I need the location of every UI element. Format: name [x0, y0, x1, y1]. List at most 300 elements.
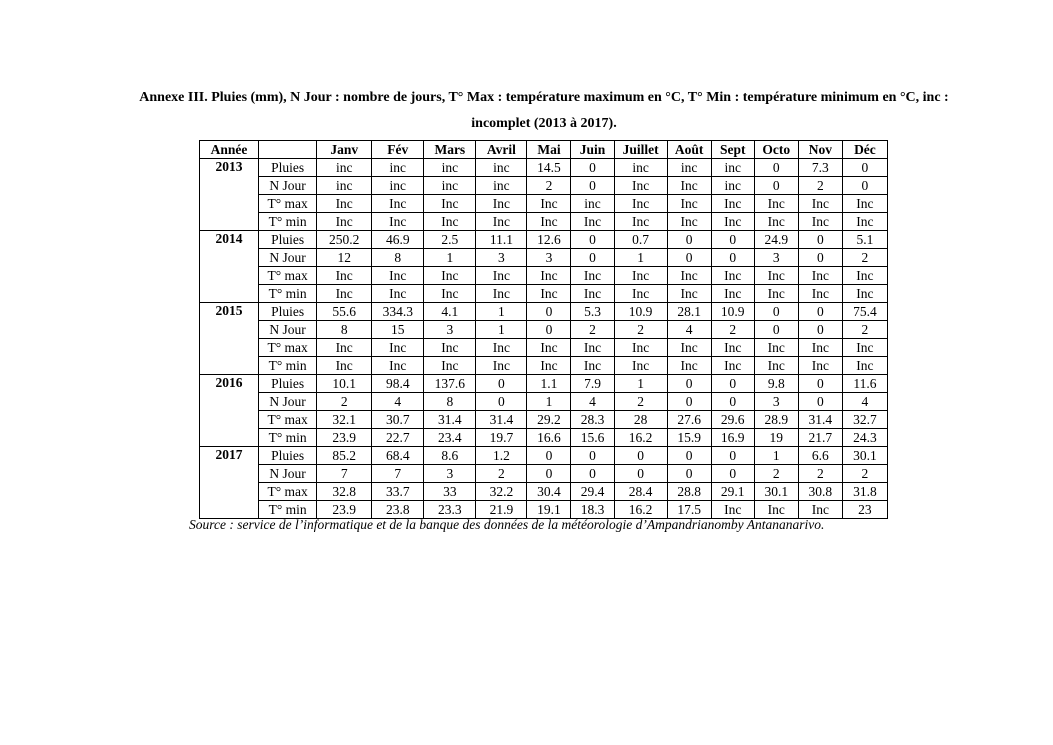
- header-row: [200, 141, 888, 159]
- value-cell: 3: [754, 393, 798, 411]
- value-cell: 2: [842, 465, 887, 483]
- value-cell: 2: [614, 393, 667, 411]
- value-cell: 4: [372, 393, 424, 411]
- value-cell: 0: [798, 321, 842, 339]
- row-label: T° min: [259, 429, 317, 447]
- value-cell: 21.9: [476, 501, 527, 519]
- table-body: [200, 159, 888, 519]
- value-cell: 3: [424, 465, 476, 483]
- value-cell: 29.6: [711, 411, 754, 429]
- value-cell: 31.8: [842, 483, 887, 501]
- value-cell: Inc: [711, 267, 754, 285]
- table-row: [200, 375, 888, 393]
- value-cell: Inc: [476, 339, 527, 357]
- value-cell: Inc: [476, 267, 527, 285]
- value-cell: 1: [476, 321, 527, 339]
- value-cell: 33.7: [372, 483, 424, 501]
- value-cell: Inc: [798, 213, 842, 231]
- value-cell: inc: [476, 177, 527, 195]
- value-cell: 1.1: [527, 375, 571, 393]
- row-label: T° min: [259, 285, 317, 303]
- value-cell: 0: [667, 249, 711, 267]
- column-header: Octo: [754, 141, 798, 159]
- table-row: [200, 465, 888, 483]
- value-cell: Inc: [476, 213, 527, 231]
- value-cell: 4.1: [424, 303, 476, 321]
- value-cell: 31.4: [798, 411, 842, 429]
- row-label: T° max: [259, 411, 317, 429]
- value-cell: 0: [711, 465, 754, 483]
- value-cell: Inc: [372, 357, 424, 375]
- value-cell: 55.6: [317, 303, 372, 321]
- row-label: N Jour: [259, 321, 317, 339]
- value-cell: Inc: [317, 357, 372, 375]
- value-cell: 28.8: [667, 483, 711, 501]
- value-cell: 8: [372, 249, 424, 267]
- year-cell: 2015: [200, 303, 259, 375]
- table-row: [200, 429, 888, 447]
- table-title-line-1: Annexe III. Pluies (mm), N Jour : nombre de jours, T° Max : température maximum en °C, T° Min : température minimum en °C, inc :: [139, 90, 949, 105]
- value-cell: inc: [424, 159, 476, 177]
- value-cell: Inc: [754, 195, 798, 213]
- value-cell: 0: [571, 231, 614, 249]
- value-cell: 30.1: [754, 483, 798, 501]
- value-cell: inc: [372, 159, 424, 177]
- table-row: [200, 177, 888, 195]
- value-cell: 0: [571, 447, 614, 465]
- value-cell: Inc: [754, 501, 798, 519]
- value-cell: 32.7: [842, 411, 887, 429]
- row-label: Pluies: [259, 447, 317, 465]
- year-cell: 2014: [200, 231, 259, 303]
- value-cell: 31.4: [476, 411, 527, 429]
- value-cell: 0: [667, 231, 711, 249]
- value-cell: Inc: [842, 195, 887, 213]
- value-cell: 8: [424, 393, 476, 411]
- value-cell: Inc: [754, 285, 798, 303]
- value-cell: 19: [754, 429, 798, 447]
- value-cell: 0: [667, 393, 711, 411]
- value-cell: Inc: [424, 195, 476, 213]
- value-cell: Inc: [424, 267, 476, 285]
- value-cell: 2: [798, 177, 842, 195]
- value-cell: Inc: [798, 501, 842, 519]
- column-header: Juillet: [614, 141, 667, 159]
- value-cell: 0: [571, 465, 614, 483]
- value-cell: 19.7: [476, 429, 527, 447]
- column-header: Déc: [842, 141, 887, 159]
- value-cell: 7: [317, 465, 372, 483]
- value-cell: Inc: [317, 195, 372, 213]
- value-cell: 16.6: [527, 429, 571, 447]
- value-cell: 16.9: [711, 429, 754, 447]
- column-header: Août: [667, 141, 711, 159]
- value-cell: 4: [571, 393, 614, 411]
- column-header: Juin: [571, 141, 614, 159]
- table-row: [200, 447, 888, 465]
- value-cell: Inc: [667, 267, 711, 285]
- table-row: [200, 195, 888, 213]
- source-note: Source : service de l’informatique et de la banque des données de la météorologie d’Ampandrianomby Antananarivo.: [189, 517, 825, 532]
- value-cell: 1: [614, 375, 667, 393]
- row-label: N Jour: [259, 393, 317, 411]
- value-cell: 15.6: [571, 429, 614, 447]
- table-row: [200, 321, 888, 339]
- value-cell: 5.3: [571, 303, 614, 321]
- value-cell: Inc: [711, 213, 754, 231]
- value-cell: 11.6: [842, 375, 887, 393]
- value-cell: Inc: [754, 339, 798, 357]
- value-cell: Inc: [842, 285, 887, 303]
- value-cell: 27.6: [667, 411, 711, 429]
- value-cell: Inc: [476, 195, 527, 213]
- value-cell: Inc: [798, 339, 842, 357]
- value-cell: 31.4: [424, 411, 476, 429]
- value-cell: Inc: [754, 357, 798, 375]
- value-cell: 0: [527, 321, 571, 339]
- table-row: [200, 393, 888, 411]
- table-row: [200, 285, 888, 303]
- value-cell: Inc: [711, 285, 754, 303]
- table-row: [200, 411, 888, 429]
- value-cell: 0: [754, 177, 798, 195]
- value-cell: Inc: [317, 267, 372, 285]
- value-cell: inc: [614, 159, 667, 177]
- value-cell: Inc: [667, 213, 711, 231]
- value-cell: 0.7: [614, 231, 667, 249]
- row-label: T° min: [259, 213, 317, 231]
- column-header: Sept: [711, 141, 754, 159]
- value-cell: 0: [571, 249, 614, 267]
- value-cell: 0: [711, 393, 754, 411]
- value-cell: Inc: [571, 339, 614, 357]
- value-cell: 0: [711, 375, 754, 393]
- row-label: T° min: [259, 501, 317, 519]
- value-cell: Inc: [711, 339, 754, 357]
- value-cell: Inc: [424, 357, 476, 375]
- value-cell: 0: [798, 375, 842, 393]
- value-cell: Inc: [424, 339, 476, 357]
- value-cell: 23.3: [424, 501, 476, 519]
- value-cell: Inc: [842, 213, 887, 231]
- value-cell: 17.5: [667, 501, 711, 519]
- value-cell: 0: [842, 159, 887, 177]
- value-cell: Inc: [614, 195, 667, 213]
- value-cell: 10.9: [711, 303, 754, 321]
- row-label: T° max: [259, 339, 317, 357]
- value-cell: 46.9: [372, 231, 424, 249]
- value-cell: 2: [754, 465, 798, 483]
- value-cell: 0: [571, 177, 614, 195]
- value-cell: Inc: [372, 213, 424, 231]
- value-cell: inc: [711, 159, 754, 177]
- value-cell: 24.9: [754, 231, 798, 249]
- row-label: N Jour: [259, 465, 317, 483]
- value-cell: Inc: [798, 267, 842, 285]
- value-cell: 0: [798, 249, 842, 267]
- value-cell: 23: [842, 501, 887, 519]
- value-cell: 7.3: [798, 159, 842, 177]
- value-cell: Inc: [424, 285, 476, 303]
- value-cell: Inc: [372, 267, 424, 285]
- year-cell: 2016: [200, 375, 259, 447]
- value-cell: Inc: [667, 339, 711, 357]
- value-cell: Inc: [667, 357, 711, 375]
- value-cell: 28.4: [614, 483, 667, 501]
- value-cell: 16.2: [614, 501, 667, 519]
- value-cell: Inc: [317, 285, 372, 303]
- year-cell: 2017: [200, 447, 259, 519]
- value-cell: Inc: [711, 357, 754, 375]
- value-cell: 8: [317, 321, 372, 339]
- row-label: Pluies: [259, 159, 317, 177]
- value-cell: Inc: [614, 285, 667, 303]
- value-cell: 22.7: [372, 429, 424, 447]
- value-cell: 85.2: [317, 447, 372, 465]
- value-cell: 8.6: [424, 447, 476, 465]
- value-cell: 29.1: [711, 483, 754, 501]
- value-cell: Inc: [754, 213, 798, 231]
- value-cell: Inc: [667, 177, 711, 195]
- value-cell: 3: [476, 249, 527, 267]
- value-cell: 18.3: [571, 501, 614, 519]
- value-cell: 9.8: [754, 375, 798, 393]
- value-cell: 2: [571, 321, 614, 339]
- value-cell: 0: [754, 159, 798, 177]
- row-label: Pluies: [259, 303, 317, 321]
- value-cell: 250.2: [317, 231, 372, 249]
- value-cell: Inc: [527, 357, 571, 375]
- value-cell: Inc: [571, 285, 614, 303]
- value-cell: inc: [424, 177, 476, 195]
- value-cell: 21.7: [798, 429, 842, 447]
- value-cell: 1: [527, 393, 571, 411]
- column-header: Mars: [424, 141, 476, 159]
- value-cell: Inc: [754, 267, 798, 285]
- value-cell: 11.1: [476, 231, 527, 249]
- value-cell: Inc: [527, 285, 571, 303]
- value-cell: inc: [711, 177, 754, 195]
- value-cell: Inc: [527, 339, 571, 357]
- value-cell: 2: [711, 321, 754, 339]
- row-label: Pluies: [259, 375, 317, 393]
- table-row: [200, 357, 888, 375]
- value-cell: Inc: [842, 267, 887, 285]
- value-cell: Inc: [476, 357, 527, 375]
- value-cell: Inc: [317, 213, 372, 231]
- value-cell: Inc: [667, 195, 711, 213]
- value-cell: 0: [476, 393, 527, 411]
- column-header: [259, 141, 317, 159]
- value-cell: 23.8: [372, 501, 424, 519]
- value-cell: Inc: [711, 501, 754, 519]
- value-cell: 3: [527, 249, 571, 267]
- table-title-line-2: incomplet (2013 à 2017).: [471, 116, 617, 131]
- value-cell: inc: [476, 159, 527, 177]
- value-cell: 14.5: [527, 159, 571, 177]
- value-cell: 29.4: [571, 483, 614, 501]
- value-cell: 30.4: [527, 483, 571, 501]
- value-cell: 2.5: [424, 231, 476, 249]
- value-cell: 33: [424, 483, 476, 501]
- value-cell: 68.4: [372, 447, 424, 465]
- value-cell: 0: [798, 393, 842, 411]
- value-cell: 0: [754, 303, 798, 321]
- value-cell: Inc: [614, 339, 667, 357]
- value-cell: 7: [372, 465, 424, 483]
- value-cell: Inc: [571, 213, 614, 231]
- value-cell: 3: [424, 321, 476, 339]
- value-cell: inc: [571, 195, 614, 213]
- value-cell: 12: [317, 249, 372, 267]
- row-label: T° max: [259, 483, 317, 501]
- value-cell: 1: [754, 447, 798, 465]
- value-cell: 23.4: [424, 429, 476, 447]
- value-cell: Inc: [711, 195, 754, 213]
- value-cell: 0: [842, 177, 887, 195]
- column-header: Mai: [527, 141, 571, 159]
- value-cell: 2: [317, 393, 372, 411]
- table-row: [200, 249, 888, 267]
- value-cell: 10.9: [614, 303, 667, 321]
- value-cell: Inc: [476, 285, 527, 303]
- row-label: T° max: [259, 195, 317, 213]
- value-cell: 4: [842, 393, 887, 411]
- value-cell: 2: [614, 321, 667, 339]
- table-row: [200, 483, 888, 501]
- value-cell: Inc: [614, 177, 667, 195]
- climate-table: [199, 140, 888, 519]
- value-cell: inc: [667, 159, 711, 177]
- value-cell: 1: [424, 249, 476, 267]
- value-cell: Inc: [372, 339, 424, 357]
- value-cell: Inc: [798, 357, 842, 375]
- value-cell: Inc: [842, 339, 887, 357]
- value-cell: 0: [798, 303, 842, 321]
- value-cell: 3: [754, 249, 798, 267]
- value-cell: 15: [372, 321, 424, 339]
- value-cell: 0: [527, 465, 571, 483]
- value-cell: 0: [614, 465, 667, 483]
- value-cell: 32.8: [317, 483, 372, 501]
- value-cell: 2: [476, 465, 527, 483]
- value-cell: Inc: [317, 339, 372, 357]
- value-cell: 1: [476, 303, 527, 321]
- value-cell: 23.9: [317, 501, 372, 519]
- value-cell: 1.2: [476, 447, 527, 465]
- row-label: Pluies: [259, 231, 317, 249]
- value-cell: 29.2: [527, 411, 571, 429]
- value-cell: 2: [842, 249, 887, 267]
- value-cell: 2: [527, 177, 571, 195]
- value-cell: 0: [711, 231, 754, 249]
- value-cell: Inc: [614, 357, 667, 375]
- value-cell: 5.1: [842, 231, 887, 249]
- value-cell: 30.8: [798, 483, 842, 501]
- value-cell: Inc: [798, 285, 842, 303]
- value-cell: Inc: [798, 195, 842, 213]
- value-cell: Inc: [424, 213, 476, 231]
- value-cell: inc: [317, 177, 372, 195]
- value-cell: 15.9: [667, 429, 711, 447]
- row-label: T° max: [259, 267, 317, 285]
- value-cell: Inc: [372, 195, 424, 213]
- value-cell: 10.1: [317, 375, 372, 393]
- value-cell: 6.6: [798, 447, 842, 465]
- value-cell: 137.6: [424, 375, 476, 393]
- value-cell: 16.2: [614, 429, 667, 447]
- value-cell: 28.1: [667, 303, 711, 321]
- table-row: [200, 213, 888, 231]
- value-cell: 28.3: [571, 411, 614, 429]
- value-cell: 7.9: [571, 375, 614, 393]
- value-cell: 0: [798, 231, 842, 249]
- value-cell: Inc: [571, 267, 614, 285]
- value-cell: Inc: [527, 213, 571, 231]
- value-cell: 0: [614, 447, 667, 465]
- value-cell: 12.6: [527, 231, 571, 249]
- value-cell: 28.9: [754, 411, 798, 429]
- table-row: [200, 231, 888, 249]
- value-cell: 23.9: [317, 429, 372, 447]
- value-cell: 30.7: [372, 411, 424, 429]
- value-cell: 1: [614, 249, 667, 267]
- table-row: [200, 501, 888, 519]
- value-cell: 32.2: [476, 483, 527, 501]
- value-cell: Inc: [527, 267, 571, 285]
- value-cell: inc: [317, 159, 372, 177]
- value-cell: 32.1: [317, 411, 372, 429]
- value-cell: 24.3: [842, 429, 887, 447]
- row-label: T° min: [259, 357, 317, 375]
- value-cell: Inc: [614, 267, 667, 285]
- value-cell: Inc: [842, 357, 887, 375]
- value-cell: 0: [527, 447, 571, 465]
- value-cell: Inc: [667, 285, 711, 303]
- value-cell: 0: [667, 465, 711, 483]
- value-cell: inc: [372, 177, 424, 195]
- value-cell: 4: [667, 321, 711, 339]
- year-cell: 2013: [200, 159, 259, 231]
- column-header: Avril: [476, 141, 527, 159]
- table-row: [200, 303, 888, 321]
- value-cell: 30.1: [842, 447, 887, 465]
- column-header: Janv: [317, 141, 372, 159]
- column-header: Année: [200, 141, 259, 159]
- value-cell: 75.4: [842, 303, 887, 321]
- value-cell: 0: [711, 447, 754, 465]
- table-row: [200, 267, 888, 285]
- value-cell: 0: [476, 375, 527, 393]
- value-cell: Inc: [571, 357, 614, 375]
- value-cell: 0: [667, 375, 711, 393]
- row-label: N Jour: [259, 177, 317, 195]
- value-cell: 0: [527, 303, 571, 321]
- value-cell: 0: [711, 249, 754, 267]
- value-cell: Inc: [527, 195, 571, 213]
- value-cell: 0: [754, 321, 798, 339]
- value-cell: 334.3: [372, 303, 424, 321]
- table-row: [200, 339, 888, 357]
- value-cell: Inc: [372, 285, 424, 303]
- value-cell: 2: [842, 321, 887, 339]
- table-row: [200, 159, 888, 177]
- row-label: N Jour: [259, 249, 317, 267]
- column-header: Fév: [372, 141, 424, 159]
- value-cell: 0: [667, 447, 711, 465]
- value-cell: 0: [571, 159, 614, 177]
- value-cell: Inc: [614, 213, 667, 231]
